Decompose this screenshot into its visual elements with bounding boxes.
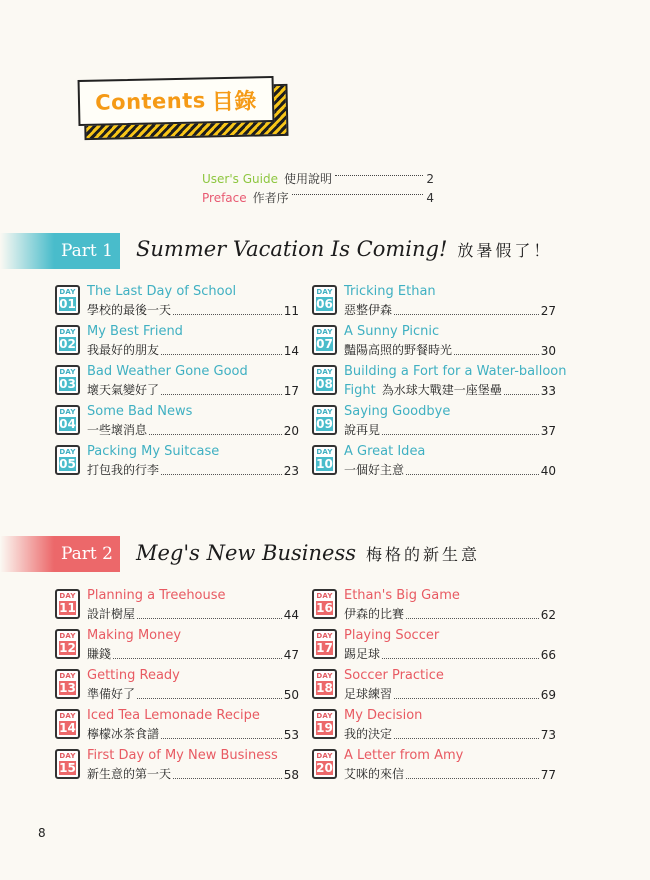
entry-title-zh: 為水球大戰建一座堡壘 (381, 383, 502, 397)
day-badge-number: 20 (316, 761, 333, 775)
entry-page: 62 (540, 608, 556, 622)
part-1-tab-fade (0, 233, 54, 269)
entry-title-zh: 艾咪的來信 (344, 767, 405, 781)
entry-page: 73 (540, 728, 556, 742)
leader-dots (504, 394, 539, 395)
entry-title-en: My Best Friend (87, 324, 183, 339)
day-badge-number: 14 (59, 721, 76, 735)
part-1-title-zh: 放暑假了！ (457, 241, 553, 260)
day-badge (55, 405, 80, 435)
leader-dots (161, 474, 282, 475)
day-badge (55, 629, 80, 659)
day-badge (55, 285, 80, 315)
leader-dots (113, 658, 282, 659)
day-badge-label: DAY (316, 448, 333, 456)
entry-line-zh (344, 301, 556, 318)
leader-dots (382, 658, 539, 659)
day-badge (312, 709, 337, 739)
day-badge-number: 12 (59, 641, 76, 655)
entry-title-zh: 踢足球 (344, 647, 381, 661)
toc-entry-day-18[interactable] (312, 669, 556, 703)
leader-dots (394, 314, 539, 315)
entry-title-en: A Great Idea (344, 444, 426, 459)
contents-title-zh: 目錄 (211, 88, 258, 115)
entry-title-zh: 新生意的第一天 (87, 767, 172, 781)
day-badge-number: 19 (316, 721, 333, 735)
entry-title-en: Bad Weather Gone Good (87, 364, 248, 379)
leader-dots (149, 434, 282, 435)
entry-title-en: Playing Soccer (344, 628, 440, 643)
part-2-title (136, 541, 480, 565)
entry-title-zh: 惡整伊森 (344, 303, 393, 317)
entry-line-zh (344, 645, 556, 662)
entry-page: 27 (540, 304, 556, 318)
part-2-label: Part 2 (54, 536, 120, 572)
entry-title-en: Some Bad News (87, 404, 193, 419)
entry-title-zh: 打包我的行李 (87, 463, 160, 477)
entry-title-zh: 檸檬冰茶食譜 (87, 727, 160, 741)
entry-line-zh (87, 685, 299, 702)
preface-label-zh: 作者序 (252, 191, 289, 205)
day-badge-number: 15 (59, 761, 76, 775)
entry-page: 77 (540, 768, 556, 782)
day-badge-label: DAY (59, 368, 76, 376)
leader-dots (454, 354, 539, 355)
entry-title-zh: 一個好主意 (344, 463, 405, 477)
entry-title-zh: 伊森的比賽 (344, 607, 405, 621)
leader-dots (394, 698, 539, 699)
entry-page: 50 (283, 688, 299, 702)
day-badge-number: 04 (59, 417, 76, 431)
day-badge (312, 405, 337, 435)
day-badge (312, 629, 337, 659)
day-badge (55, 749, 80, 779)
toc-entry-day-04[interactable] (55, 405, 299, 439)
day-badge-label: DAY (316, 712, 333, 720)
entry-line-zh (344, 381, 556, 398)
day-badge (312, 325, 337, 355)
toc-entry-day-15[interactable] (55, 749, 299, 783)
day-badge-label: DAY (59, 448, 76, 456)
day-badge-number: 17 (316, 641, 333, 655)
part-2-title-en: Meg's New Business (136, 541, 357, 565)
toc-entry-day-14[interactable] (55, 709, 299, 743)
entry-title-en: My Decision (344, 708, 423, 723)
entry-page: 17 (283, 384, 299, 398)
day-badge-label: DAY (59, 712, 76, 720)
entry-title-zh: 學校的最後一天 (87, 303, 172, 317)
day-badge (312, 749, 337, 779)
day-badge-label: DAY (316, 632, 333, 640)
day-badge (55, 445, 80, 475)
toc-entry-day-20[interactable] (312, 749, 556, 783)
entry-line-zh (87, 421, 299, 438)
toc-entry-day-11[interactable] (55, 589, 299, 623)
entry-page: 58 (283, 768, 299, 782)
entry-line-zh (87, 765, 299, 782)
day-badge-number: 01 (59, 297, 76, 311)
day-badge-label: DAY (316, 752, 333, 760)
users-guide-label-zh: 使用說明 (283, 172, 332, 186)
preface-label: Preface (202, 190, 247, 205)
day-badge (312, 365, 337, 395)
entry-title-en: A Letter from Amy (344, 748, 464, 763)
entry-title-en: Making Money (87, 628, 182, 643)
part-2-title-zh: 梅格的新生意 (366, 545, 481, 564)
toc-entry-day-01[interactable] (55, 285, 299, 319)
entry-title-zh: 一些壞消息 (87, 423, 148, 437)
entry-page: 40 (540, 464, 556, 478)
toc-entry-day-09[interactable] (312, 405, 556, 439)
day-badge-label: DAY (59, 672, 76, 680)
entry-title-en: Packing My Suitcase (87, 444, 220, 459)
entry-title-en: Ethan's Big Game (344, 588, 460, 603)
entry-title-zh: 準備好了 (87, 687, 136, 701)
entry-title-en: Saying Goodbye (344, 404, 451, 419)
toc-entry-day-06[interactable] (312, 285, 556, 319)
day-badge-number: 11 (59, 601, 76, 615)
entry-page: 33 (540, 384, 556, 398)
part-1-label: Part 1 (54, 233, 120, 269)
entry-page: 47 (283, 648, 299, 662)
day-badge-number: 06 (316, 297, 333, 311)
day-badge-number: 16 (316, 601, 333, 615)
entry-line-zh (87, 381, 299, 398)
entry-line-zh (87, 341, 299, 358)
leader-dots (173, 778, 282, 779)
day-badge-label: DAY (316, 368, 333, 376)
leader-dots (292, 194, 424, 195)
leader-dots (161, 354, 282, 355)
day-badge-number: 03 (59, 377, 76, 391)
entry-page: 69 (540, 688, 556, 702)
entry-page: 44 (283, 608, 299, 622)
entry-title-en-cont: Fight (344, 383, 376, 398)
entry-title-en: A Sunny Picnic (344, 324, 440, 339)
entry-line-zh (344, 765, 556, 782)
users-guide-label: User's Guide (202, 171, 278, 186)
part-2-tab (0, 536, 122, 572)
entry-page: 11 (283, 304, 299, 318)
toc-entry-day-12[interactable] (55, 629, 299, 663)
page-number: 8 (38, 826, 46, 840)
day-badge (55, 709, 80, 739)
entry-page: 37 (540, 424, 556, 438)
day-badge (312, 285, 337, 315)
toc-entry-day-17[interactable] (312, 629, 556, 663)
leader-dots (137, 618, 282, 619)
entry-title-en: Soccer Practice (344, 668, 444, 683)
day-badge-label: DAY (59, 752, 76, 760)
toc-entry-day-13[interactable] (55, 669, 299, 703)
day-badge (312, 589, 337, 619)
day-badge-label: DAY (59, 328, 76, 336)
entry-title-zh: 足球練習 (344, 687, 393, 701)
day-badge-label: DAY (59, 632, 76, 640)
day-badge (312, 669, 337, 699)
day-badge (55, 365, 80, 395)
leader-dots (382, 434, 539, 435)
contents-title (78, 76, 275, 126)
entry-title-en: Tricking Ethan (344, 284, 436, 299)
entry-title-en: Building a Fort for a Water-balloon (344, 364, 567, 379)
preface-page: 4 (426, 190, 434, 205)
toc-entry-day-02[interactable] (55, 325, 299, 359)
users-guide-page: 2 (426, 171, 434, 186)
entry-title-zh: 我最好的朋友 (87, 343, 160, 357)
leader-dots (173, 314, 282, 315)
entry-title-en: Getting Ready (87, 668, 180, 683)
entry-page: 14 (283, 344, 299, 358)
leader-dots (406, 474, 539, 475)
preface-entry[interactable] (202, 189, 434, 206)
entry-line-zh (87, 645, 299, 662)
leader-dots (394, 738, 539, 739)
toc-entry-day-19[interactable] (312, 709, 556, 743)
day-badge (55, 325, 80, 355)
entry-line-zh (87, 301, 299, 318)
day-badge-number: 08 (316, 377, 333, 391)
day-badge-label: DAY (316, 408, 333, 416)
toc-entry-day-03[interactable] (55, 365, 299, 399)
day-badge (55, 669, 80, 699)
day-badge-label: DAY (59, 288, 76, 296)
entry-line-zh (344, 605, 556, 622)
entry-line-zh (344, 421, 556, 438)
leader-dots (406, 778, 539, 779)
entry-line-zh (344, 341, 556, 358)
entry-title-zh: 賺錢 (87, 647, 112, 661)
entry-page: 20 (283, 424, 299, 438)
part-1-tab (0, 233, 122, 269)
leader-dots (335, 175, 423, 176)
leader-dots (161, 738, 282, 739)
entry-title-en: Iced Tea Lemonade Recipe (87, 708, 260, 723)
day-badge-number: 10 (316, 457, 333, 471)
entry-page: 53 (283, 728, 299, 742)
day-badge-number: 02 (59, 337, 76, 351)
entry-title-zh: 豔陽高照的野餐時光 (344, 343, 453, 357)
entry-title-zh: 我的決定 (344, 727, 393, 741)
toc-entry-day-10[interactable] (312, 445, 556, 479)
entry-page: 66 (540, 648, 556, 662)
toc-entry-day-05[interactable] (55, 445, 299, 479)
entry-title-en: Planning a Treehouse (87, 588, 226, 603)
day-badge-number: 05 (59, 457, 76, 471)
day-badge-label: DAY (316, 672, 333, 680)
leader-dots (406, 618, 539, 619)
part-2-tab-fade (0, 536, 54, 572)
entry-line-zh (344, 461, 556, 478)
entry-line-zh (87, 461, 299, 478)
entry-line-zh (344, 685, 556, 702)
entry-title-zh: 說再見 (344, 423, 381, 437)
contents-title-en: Contents (94, 88, 207, 115)
day-badge-number: 09 (316, 417, 333, 431)
day-badge (312, 445, 337, 475)
day-badge-label: DAY (316, 328, 333, 336)
toc-entry-day-08[interactable] (312, 364, 567, 399)
day-badge-number: 13 (59, 681, 76, 695)
users-guide-entry[interactable] (202, 170, 434, 187)
toc-entry-day-07[interactable] (312, 325, 556, 359)
day-badge-label: DAY (316, 288, 333, 296)
entry-page: 23 (283, 464, 299, 478)
entry-page: 30 (540, 344, 556, 358)
day-badge-number: 07 (316, 337, 333, 351)
day-badge-label: DAY (59, 408, 76, 416)
day-badge (55, 589, 80, 619)
entry-line-zh (87, 605, 299, 622)
day-badge-number: 18 (316, 681, 333, 695)
entry-title-zh: 壞天氣變好了 (87, 383, 160, 397)
entry-line-zh (87, 725, 299, 742)
part-1-title-en: Summer Vacation Is Coming! (136, 237, 448, 261)
day-badge-label: DAY (316, 592, 333, 600)
leader-dots (137, 698, 282, 699)
day-badge-label: DAY (59, 592, 76, 600)
entry-title-en: The Last Day of School (87, 284, 237, 299)
entry-title-en: First Day of My New Business (87, 748, 278, 763)
leader-dots (161, 394, 282, 395)
toc-entry-day-16[interactable] (312, 589, 556, 623)
entry-title-zh: 設計樹屋 (87, 607, 136, 621)
part-1-title (136, 237, 552, 261)
contents-banner (78, 78, 288, 136)
entry-line-zh (344, 725, 556, 742)
